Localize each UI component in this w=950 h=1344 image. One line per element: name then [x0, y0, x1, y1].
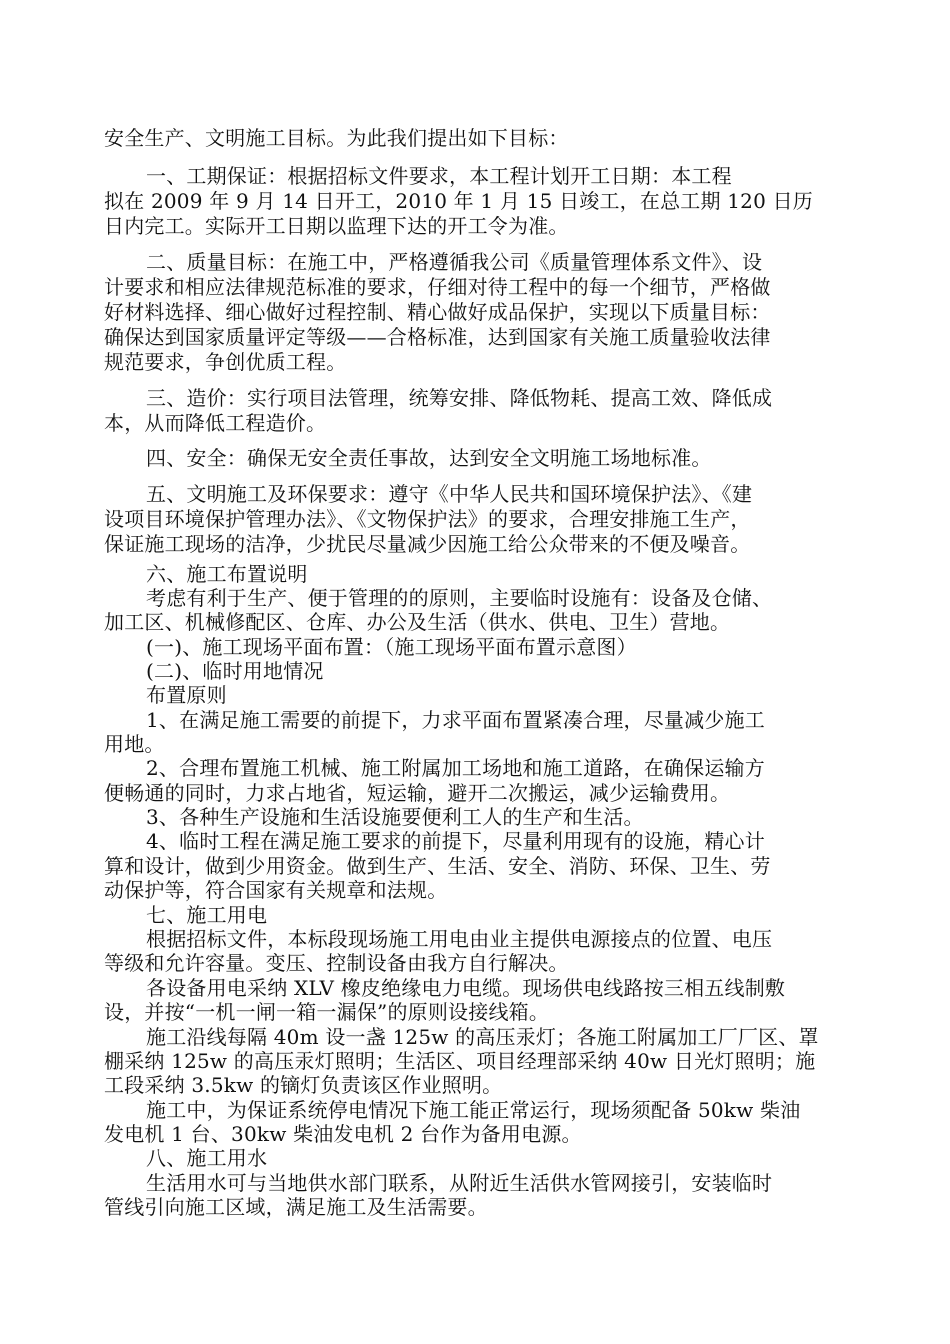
text-line: 二、质量目标：在施工中，严格遵循我公司《质量管理体系文件》、设: [146, 250, 763, 274]
text-line: 安全生产、文明施工目标。为此我们提出如下目标：: [104, 126, 569, 150]
text-line: 等级和允许容量。变压、控制设备由我方自行解决。: [104, 951, 569, 975]
text-line: 三、造价：实行项目法管理，统筹安排、降低物耗、提高工效、降低成: [146, 386, 773, 410]
text-line: (二)、临时用地情况: [146, 659, 324, 683]
text-line: 四、安全：确保无安全责任事故，达到安全文明施工场地标准。: [146, 446, 712, 470]
text-line: 棚采纳 125w 的高压汞灯照明；生活区、项目经理部采纳 40w 日光灯照明；施: [104, 1049, 816, 1073]
text-line: 生活用水可与当地供水部门联系，从附近生活供水管网接引，安装临时: [146, 1171, 773, 1195]
text-line: 1、在满足施工需要的前提下，力求平面布置紧凑合理，尽量减少施工: [146, 708, 765, 732]
text-line: (一)、施工现场平面布置：（施工现场平面布置示意图）: [146, 635, 637, 659]
text-line: 管线引向施工区域，满足施工及生活需要。: [104, 1195, 488, 1219]
text-line: 日内完工。实际开工日期以监理下达的开工令为准。: [104, 214, 569, 238]
text-line: 设项目环境保护管理办法》、《文物保护法》的要求，合理安排施工生产，: [104, 507, 751, 531]
text-line: 八、施工用水: [146, 1146, 268, 1170]
text-line: 考虑有利于生产、便于管理的的原则，主要临时设施有：设备及仓储、: [146, 586, 773, 610]
text-line: 发电机 1 台、30kw 柴油发电机 2 台作为备用电源。: [104, 1122, 582, 1146]
text-line: 确保达到国家质量评定等级——合格标准，达到国家有关施工质量验收法律: [104, 325, 771, 349]
text-line: 根据招标文件，本标段现场施工用电由业主提供电源接点的位置、电压: [146, 927, 773, 951]
text-line: 各设备用电采纳 XLV 橡皮绝缘电力电缆。现场供电线路按三相五线制敷: [146, 976, 786, 1000]
text-line: 算和设计，做到少用资金。做到生产、生活、安全、消防、环保、卫生、劳: [104, 854, 771, 878]
text-line: 3、各种生产设施和生活设施要便利工人的生产和生活。: [146, 805, 644, 829]
text-line: 六、施工布置说明: [146, 562, 308, 586]
text-line: 布置原则: [146, 683, 227, 707]
text-line: 施工中，为保证系统停电情况下施工能正常运行，现场须配备 50kw 柴油: [146, 1098, 801, 1122]
text-line: 保证施工现场的洁净，少扰民尽量减少因施工给公众带来的不便及噪音。: [104, 532, 751, 556]
text-line: 本，从而降低工程造价。: [104, 411, 327, 435]
text-line: 工段采纳 3.5kw 的镝灯负责该区作业照明。: [104, 1073, 503, 1097]
text-line: 动保护等，符合国家有关规章和法规。: [104, 878, 448, 902]
text-line: 好材料选择、细心做好过程控制、精心做好成品保护，实现以下质量目标：: [104, 300, 771, 324]
text-line: 设，并按“一机一闸一箱一漏保”的原则设接线箱。: [104, 1000, 550, 1024]
text-line: 五、文明施工及环保要求：遵守《中华人民共和国环境保护法》、《建: [146, 482, 753, 506]
text-line: 便畅通的同时，力求占地省，短运输，避开二次搬运，减少运输费用。: [104, 781, 731, 805]
text-line: 加工区、机械修配区、仓库、办公及生活（供水、供电、卫生）营地。: [104, 610, 731, 634]
text-line: 一、工期保证：根据招标文件要求，本工程计划开工日期：本工程: [146, 164, 732, 188]
text-line: 规范要求，争创优质工程。: [104, 350, 347, 374]
text-line: 2、合理布置施工机械、施工附属加工场地和施工道路，在确保运输方: [146, 756, 765, 780]
text-line: 施工沿线每隔 40m 设一盏 125w 的高压汞灯；各施工附属加工厂厂区、罩: [146, 1025, 819, 1049]
text-line: 七、施工用电: [146, 903, 268, 927]
text-line: 计要求和相应法律规范标准的要求，仔细对待工程中的每一个细节，严格做: [104, 275, 771, 299]
text-line: 用地。: [104, 732, 165, 756]
text-line: 拟在 2009 年 9 月 14 日开工，2010 年 1 月 15 日竣工，在总工期 120 日历: [104, 189, 813, 213]
text-line: 4、临时工程在满足施工要求的前提下，尽量利用现有的设施，精心计: [146, 829, 765, 853]
